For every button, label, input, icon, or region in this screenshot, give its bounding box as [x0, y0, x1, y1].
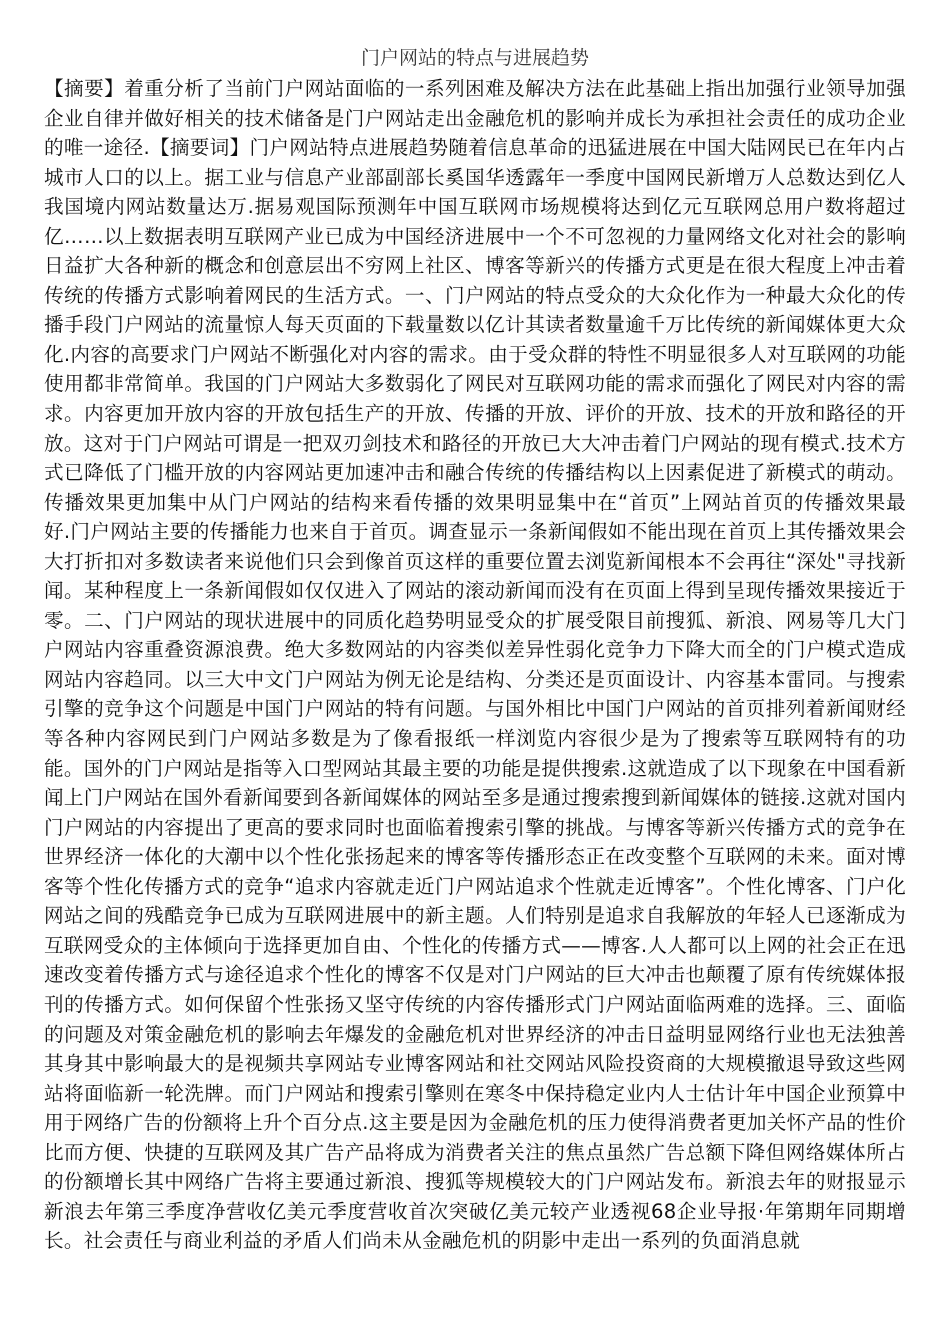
document-title: 门户网站的特点与进展趋势 — [360, 47, 589, 69]
document-body-text: 【摘要】着重分析了当前门户网站面临的一系列困难及解决方法在此基础上指出加强行业领导加强企业自律并做好相关的技术储备是门户网站走出金融危机的影响并成长为承担社会责任的成功企业的唯一途径.【摘要词】门户网站特点进展趋势随着信息革命的迅猛进展在中国大陆网民已在年内占城市人口的以上。据工业与信息产业部副部长奚国华透露年一季度中国网民新增万人总数达到亿人我国境内网站数量达万.据易观国际预测年中国互联网市场规模将达到亿元互联网总用户数将超过亿……以上数据表明互联网产业已成为中国经济进展中一个不可忽视的力量网络文化对社会的影响日益扩大各种新的概念和创意层出不穷网上社区、博客等新兴的传播方式更是在很大程度上冲击着传统的传播方式影响着网民的生活方式。一、门户网站的特点受众的大众化作为一种最大众化的传播手段门户网站的流量惊人每天页面的下载量数以亿计其读者数量逾千万比传统的新闻媒体更大众化.内容的高要求门户网站不断强化对内容的需求。由于受众群的特性不明显很多人对互联网的功能使用都非常简单。我国的门户网站大多数弱化了网民对互联网功能的需求而强化了网民对内容的需求。内容更加开放内容的开放包括生产的开放、传播的开放、评价的开放、技术的开放和路径的开放。这对于门户网站可谓是一把双刃剑技术和路径的开放已大大冲击着门户网站的现有模式.技术方式已降低了门槛开放的内容网站更加速冲击和融合传统的传播结构以上因素促进了新模式的萌动。传播效果更加集中从门户网站的结构来看传播的效果明显集中在“首页”上网站首页的传播效果最好.门户网站主要的传播能力也来自于首页。调查显示一条新闻假如不能出现在首页上其传播效果会大打折扣对多数读者来说他们只会到像首页这样的重要位置去浏览新闻根本不会再往“深处"寻找新闻。某种程度上一条新闻假如仅仅进入了网站的滚动新闻而没有在页面上得到呈现传播效果接近于零。二、门户网站的现状进展中的同质化趋势明显受众的扩展受限目前搜狐、新浪、网易等几大门户网站内容重叠资源浪费。绝大多数网站的内容类似差异性弱化竞争力下降大而全的门户模式造成网站内容趋同。以三大中文门户网站为例无论是结构、分类还是页面设计、内容基本雷同。与搜索引擎的竞争这个问题是中国门户网站的特有问题。与国外相比中国门户网站的首页排列着新闻财经等各种内容网民到门户网站多数是为了像看报纸一样浏览内容很少是为了搜索等互联网特有的功能。国外的门户网站是指等入口型网站其最主要的功能是提供搜索.这就造成了以下现象在中国看新闻上门户网站在国外看新闻要到各新闻媒体的网站至多是通过搜索搜到新闻媒体的链接.这就对国内门户网站的内容提出了更高的要求同时也面临着搜索引擎的挑战。与博客等新兴传播方式的竞争在世界经济一体化的大潮中以个性化张扬起来的博客等传播形态正在改变整个互联网的未来。面对博客等个性化传播方式的竞争“追求内容就走近门户网站追求个性就走近博客”。个性化博客、门户化网站之间的残酷竞争已成为互联网进展中的新主题。人们特别是追求自我解放的年轻人已逐渐成为互联网受众的主体倾向于选择更加自由、个性化的传播方式——博客.人人都可以上网的社会正在迅速改变着传播方式与途径追求个性化的博客不仅是对门户网站的巨大冲击也颠覆了原有传统媒体报刊的传播方式。如何保留个性张扬又坚守传统的内容传播形式门户网站面临两难的选择。三、面临的问题及对策金融危机的影响去年爆发的金融危机对世界经济的冲击日益明显网络行业也无法独善其身其中影响最大的是视频共享网站专业博客网站和社交网站风险投资商的大规模撤退导致这些网站将面临新一轮洗牌。而门户网站和搜索引擎则在寒冬中保持稳定业内人士估计年中国企业预算中用于网络广告的份额将上升个百分点.这主要是因为金融危机的压力使得消费者更加关怀产品的性价比而方便、快捷的互联网及其广告产品将成为消费者关注的焦点虽然广告总额下降但网络媒体所占的份额增长其中网络广告将主要通过新浪、搜狐等规模较大的门户网站发布。新浪去年的财报显示新浪去年第三季度净营收亿美元季度营收首次突破亿美元较产业透视68企业导报·年第期年同期增长。社会责任与商业利益的矛盾人们尚未从金融危机的阴影中走出一系列的负面消息就 — [44, 77, 906, 1253]
document-page — [44, 44, 906, 1256]
